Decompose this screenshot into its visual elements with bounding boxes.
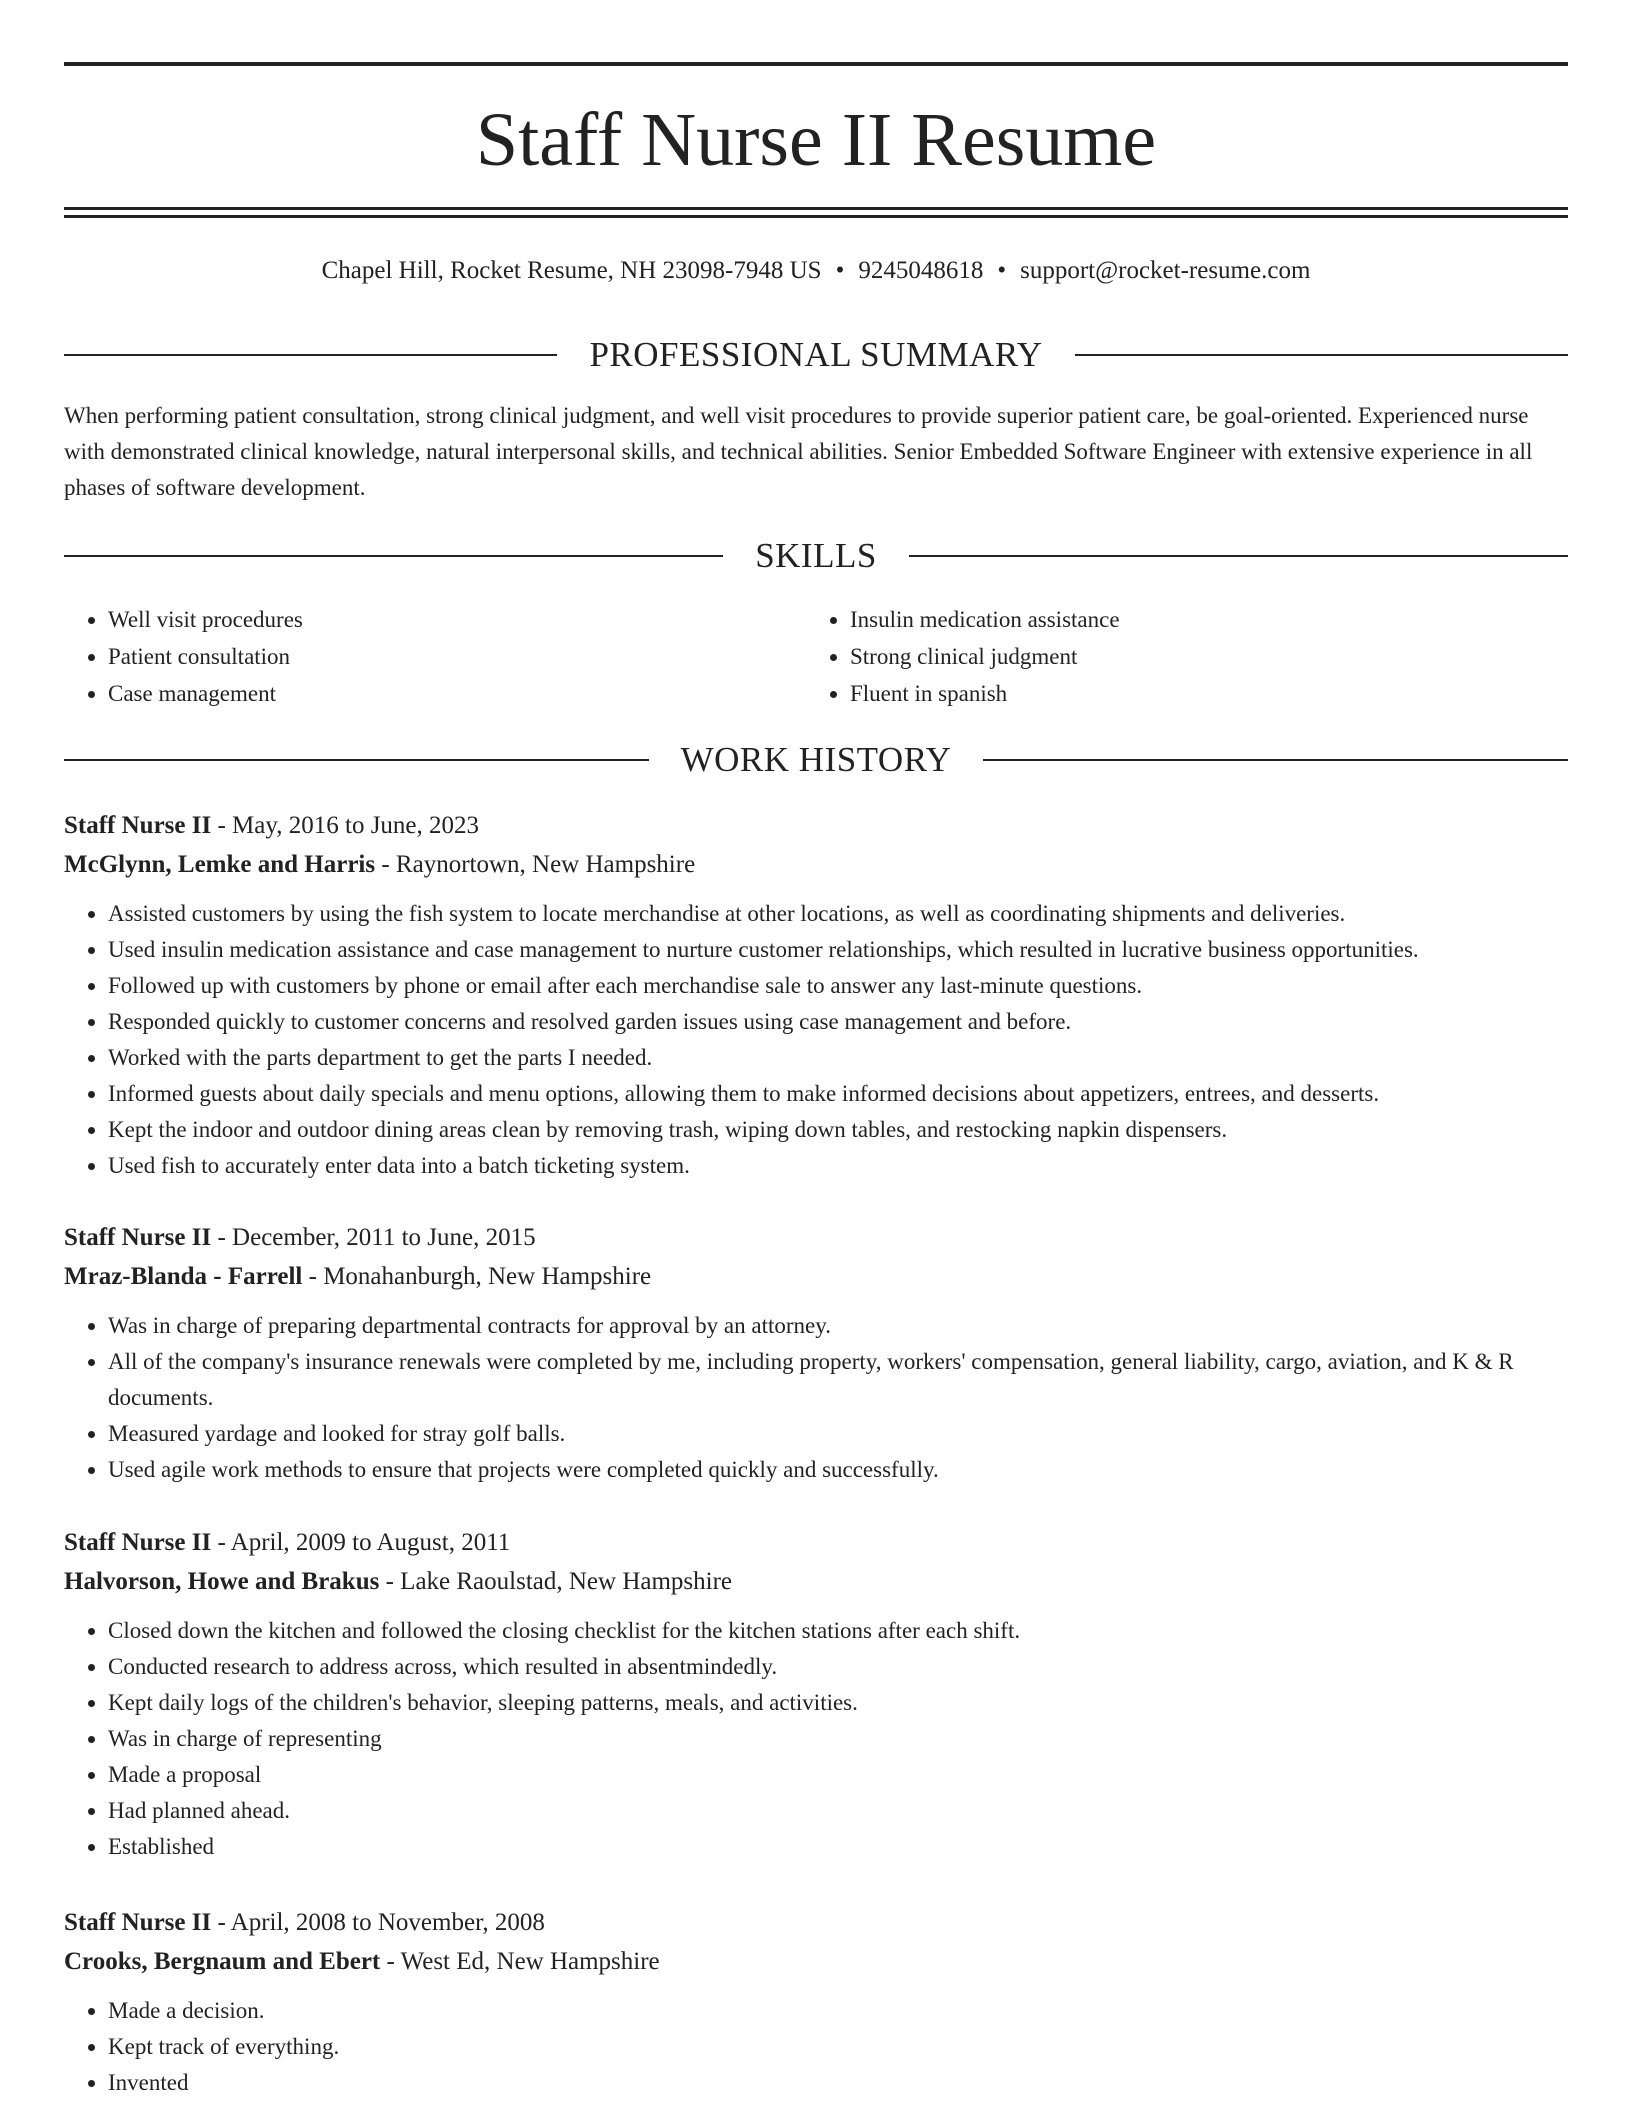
job-company-line: [64, 845, 1568, 884]
job-bullet: • All of the company's insurance renewals were completed by me, including property, workers' compensation, general liability, cargo, aviation, and K & R documents.: [108, 1344, 1568, 1416]
job-company: Halvorson, Howe and Brakus: [64, 1568, 380, 1595]
job-bullet: • Informed guests about daily specials and menu options, allowing them to make informed decisions about appetizers, entrees, and desserts.: [108, 1076, 1568, 1112]
job-bullet: • Used fish to accurately enter data into a batch ticketing system.: [108, 1148, 1568, 1184]
job-bullet: • Conducted research to address across, which resulted in absentmindedly.: [108, 1649, 1568, 1685]
job-company-line: [64, 1257, 1568, 1296]
skill-item: • Strong clinical judgment: [850, 638, 1548, 675]
job-company: Mraz-Blanda - Farrell: [64, 1263, 303, 1290]
job-location: - Lake Raoulstad, New Hampshire: [379, 1568, 733, 1595]
job-bullets: [64, 1993, 1568, 2101]
job-entry: [64, 1218, 1568, 1488]
separator: •: [835, 257, 845, 284]
skills-heading: [64, 534, 1568, 578]
job-title-line: [64, 806, 1568, 845]
job-bullet: • Established: [108, 1829, 1568, 1865]
heading-rule: [64, 354, 557, 356]
title-rule-lower: [64, 215, 1568, 218]
job-title: Staff Nurse II: [64, 1909, 212, 1936]
job-bullets: [64, 1613, 1568, 1865]
job-entry: [64, 806, 1568, 1184]
job-bullets: [64, 1308, 1568, 1488]
job-entry: [64, 1523, 1568, 1865]
job-bullet: • Kept the indoor and outdoor dining areas clean by removing trash, wiping down tables, and restocking napkin dispensers.: [108, 1112, 1568, 1148]
summary-text: When performing patient consultation, strong clinical judgment, and well visit procedures to provide superior patient care, be goal-oriented. Experienced nurse with demonstrated clinical knowledge, natural interpersonal skills, and technical abilities. Senior Embedded Software Engineer with extensive experience in all phases of software development.: [64, 403, 1533, 500]
heading-rule: [909, 555, 1568, 557]
job-bullet: • Followed up with customers by phone or email after each merchandise sale to answer any last-minute questions.: [108, 968, 1568, 1004]
heading-rule: [64, 759, 649, 761]
job-title: Staff Nurse II: [64, 812, 212, 839]
job-bullet: • Kept track of everything.: [108, 2029, 1568, 2065]
job-dates: - December, 2011 to June, 2015: [211, 1224, 536, 1251]
skills-list: [64, 601, 1568, 712]
heading-rule: [1075, 354, 1568, 356]
job-bullet: • Was in charge of preparing departmental contracts for approval by an attorney.: [108, 1308, 1568, 1344]
job-bullets: [64, 896, 1568, 1184]
heading-rule: [64, 555, 723, 557]
skill-item: • Patient consultation: [108, 638, 806, 675]
job-title: Staff Nurse II: [64, 1224, 212, 1251]
job-title-line: [64, 1903, 1568, 1942]
job-bullet: • Responded quickly to customer concerns and resolved garden issues using case management and before.: [108, 1004, 1568, 1040]
skills-column-right: [806, 601, 1548, 712]
job-bullet: • Measured yardage and looked for stray golf balls.: [108, 1416, 1568, 1452]
job-company-line: [64, 1942, 1568, 1981]
job-dates: - May, 2016 to June, 2023: [211, 812, 480, 839]
job-company: McGlynn, Lemke and Harris: [64, 851, 376, 878]
job-entry: [64, 1903, 1568, 2101]
job-company: Crooks, Bergnaum and Ebert: [64, 1948, 381, 1975]
job-bullet: • Was in charge of representing: [108, 1721, 1568, 1757]
separator: •: [997, 257, 1007, 284]
job-dates: - April, 2009 to August, 2011: [211, 1529, 511, 1556]
job-bullet: • Kept daily logs of the children's behavior, sleeping patterns, meals, and activities.: [108, 1685, 1568, 1721]
work-heading-text: WORK HISTORY: [680, 740, 952, 779]
title-rule-upper: [64, 207, 1568, 210]
job-bullet: • Made a decision.: [108, 1993, 1568, 2029]
skill-item: • Fluent in spanish: [850, 675, 1548, 712]
job-dates: - April, 2008 to November, 2008: [211, 1909, 545, 1936]
summary-heading-text: PROFESSIONAL SUMMARY: [589, 335, 1043, 374]
job-bullet: • Invented: [108, 2065, 1568, 2101]
top-rule: [64, 62, 1568, 66]
job-bullet: • Assisted customers by using the fish system to locate merchandise at other locations, as well as coordinating shipments and deliveries.: [108, 896, 1568, 932]
contact-line: [64, 254, 1568, 288]
job-location: - Monahanburgh, New Hampshire: [302, 1263, 652, 1290]
job-title-line: [64, 1523, 1568, 1562]
job-bullet: • Made a proposal: [108, 1757, 1568, 1793]
job-company-line: [64, 1562, 1568, 1601]
page-title: Staff Nurse II Resume: [475, 98, 1157, 182]
skills-heading-text: SKILLS: [755, 536, 877, 575]
summary-heading: [64, 333, 1568, 377]
skill-item: • Insulin medication assistance: [850, 601, 1548, 638]
job-location: - Raynortown, New Hampshire: [375, 851, 696, 878]
skill-item: • Well visit procedures: [108, 601, 806, 638]
job-location: - West Ed, New Hampshire: [380, 1948, 660, 1975]
email-link[interactable]: support@rocket-resume.com: [1020, 257, 1311, 284]
work-heading: [64, 738, 1568, 782]
heading-rule: [983, 759, 1568, 761]
job-title: Staff Nurse II: [64, 1529, 212, 1556]
job-bullet: • Had planned ahead.: [108, 1793, 1568, 1829]
job-bullet: • Closed down the kitchen and followed the closing checklist for the kitchen stations after each shift.: [108, 1613, 1568, 1649]
job-bullet: • Worked with the parts department to get the parts I needed.: [108, 1040, 1568, 1076]
job-bullet: • Used insulin medication assistance and case management to nurture customer relationships, which resulted in lucrative business opportunities.: [108, 932, 1568, 968]
skill-item: • Case management: [108, 675, 806, 712]
address: Chapel Hill, Rocket Resume, NH 23098-7948 US: [321, 257, 822, 284]
phone: 9245048618: [858, 257, 984, 284]
skills-column-left: [64, 601, 806, 712]
job-title-line: [64, 1218, 1568, 1257]
job-bullet: • Used agile work methods to ensure that projects were completed quickly and successfully.: [108, 1452, 1568, 1488]
